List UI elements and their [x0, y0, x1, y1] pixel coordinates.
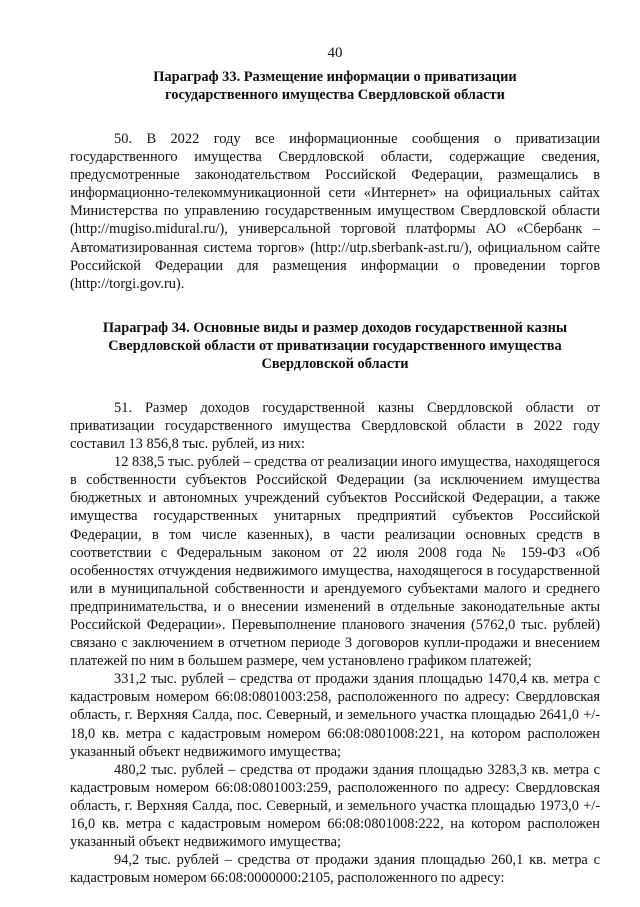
paragraph-51-intro: 51. Размер доходов государственной казны Свердловской области от приватизации государственного имущества Свердловской области в 2022 году составил 13 856,8 тыс. рублей, из них: [70, 399, 600, 453]
section-33-heading [70, 68, 600, 104]
section-34-heading-line: Свердловской области [261, 355, 409, 372]
income-item-other-property: 12 838,5 тыс. рублей – средства от реализации иного имущества, находящегося в собственности субъектов Российской Федерации (за исключением имущества бюджетных и автономных учреждений субъектов Российской Федерации, а также имущества государственных унитарных предприятий субъектов Российской Федерации, в том числе казенных), в части реализации основных средств в соответствии с Федеральным законом от 22 июля 2008 года № 159-ФЗ «Об особенностях отчуждения недвижимого имущества, находящегося в государственной или в муниципальной собственности и арендуемого субъектами малого и среднего предпринимательства, и о внесении изменений в отдельные законодательные акты Российской Федерации». Перевыполнение планового значения (5762,0 тыс. рублей) связано с заключением в отчетном периоде 3 договоров купли-продажи и внесением платежей по ним в большем размере, чем установлено графиком платежей; [70, 454, 600, 670]
section-33-heading-line: государственного имущества Свердловской области [165, 87, 505, 103]
income-item-building-2105: 94,2 тыс. рублей – средства от продажи здания площадью 260,1 кв. метра с кадастровым номером 66:08:0000000:2105, расположенного по адресу: [70, 852, 600, 887]
section-34-heading [70, 319, 600, 373]
income-item-building-258: 331,2 тыс. рублей – средства от продажи здания площадью 1470,4 кв. метра с кадастровым номером 66:08:0801003:258, расположенного по адресу: Свердловская область, г. Верхняя Салда, пос. Северный, и земельного участка площадью 2641,0 +/- 18,0 кв. метра с кадастровым номером 66:08:0801008:221, на котором расположен указанный объект недвижимого имущества; [70, 671, 600, 760]
income-item-building-259: 480,2 тыс. рублей – средства от продажи здания площадью 3283,3 кв. метра с кадастровым номером 66:08:0801003:259, расположенного по адресу: Свердловская область, г. Верхняя Салда, пос. Северный, и земельного участка площадью 1973,0 +/- 16,0 кв. метра с кадастровым номером 66:08:0801008:222, на котором расположен указанный объект недвижимого имущества; [70, 761, 600, 851]
section-34-heading-line: Свердловской области от приватизации государственного имущества [108, 337, 562, 354]
section-34-heading-line: Параграф 34. Основные виды и размер доходов государственной казны [102, 319, 568, 336]
paragraph-50: 50. В 2022 году все информационные сообщения о приватизации государственного имущества Свердловской области, содержащие сведения, предусмотренные законодательством Российской Федерации, размещались в информационно-телекоммуникационной сети «Интернет» на официальных сайтах Министерства по управлению государственным имуществом Свердловской области (http://mugiso.midural.ru/), универсальной торговой платформы АО «Сбербанк – Автоматизированная система торгов» (http://utp.sberbank-ast.ru/), официальном сайте Российской Федерации для размещения информации о проведении торгов (http://torgi.gov.ru). [70, 131, 600, 292]
section-33-heading-line: Параграф 33. Размещение информации о приватизации [153, 69, 517, 85]
page-number: 40 [327, 45, 343, 61]
